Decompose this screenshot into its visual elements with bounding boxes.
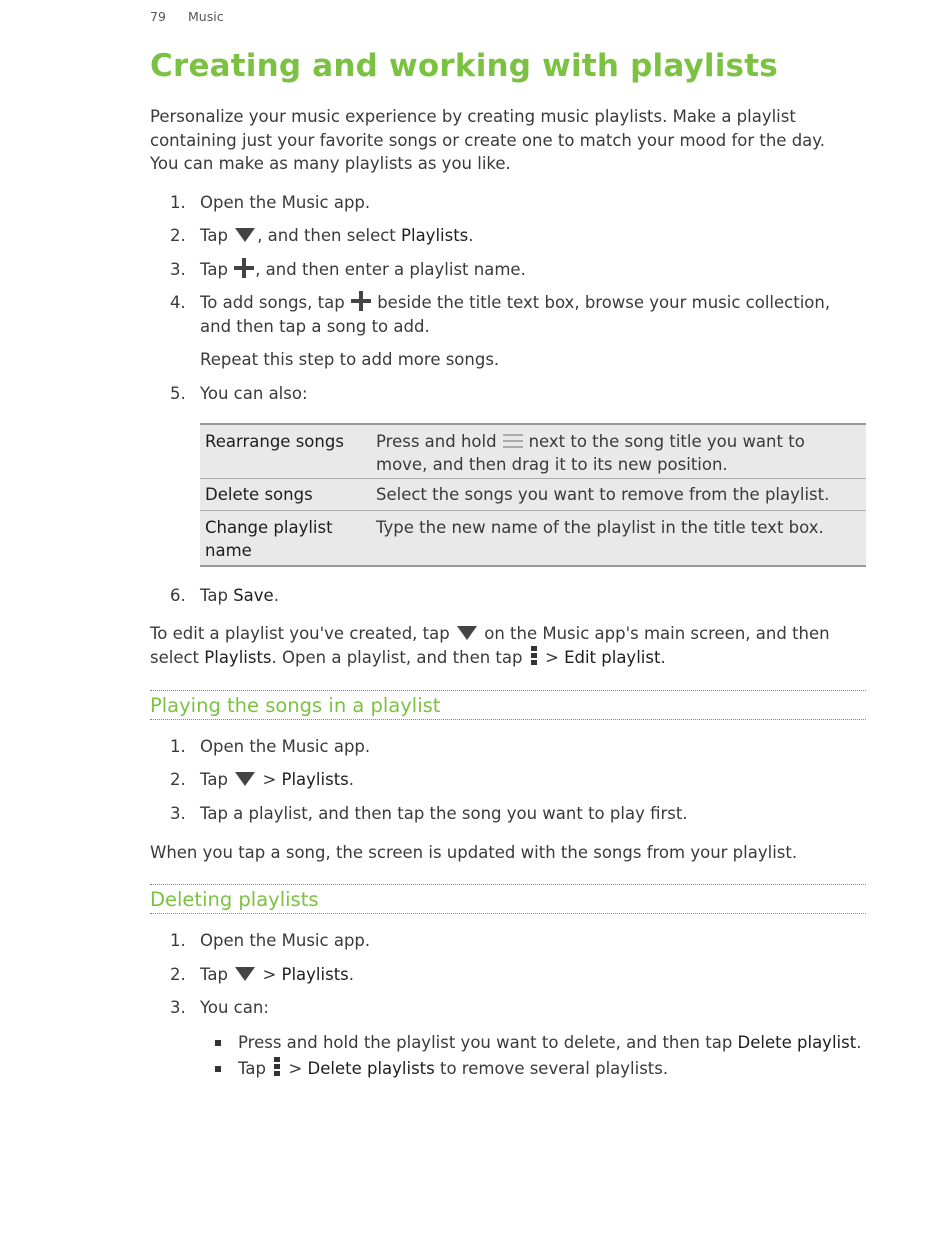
- intro-line-2: containing just your favorite songs or create one to match your mood for the day.: [150, 130, 825, 150]
- section-divider: [150, 690, 866, 691]
- step-text: Tap Save.: [200, 586, 279, 605]
- section-heading-deleting: Deleting playlists: [150, 888, 319, 911]
- step-number: 2.: [170, 770, 186, 789]
- step-text: Tap > Playlists.: [200, 770, 355, 789]
- step-text-continued: and then tap a song to add.: [200, 317, 430, 336]
- step-number: 3.: [170, 804, 186, 823]
- step-number: 2.: [170, 226, 186, 245]
- page-title: Creating and working with playlists: [150, 48, 778, 84]
- triangle-down-icon: [235, 228, 255, 242]
- drag-handle-icon: [503, 434, 523, 448]
- section-divider: [150, 719, 866, 720]
- plus-icon: [234, 258, 254, 278]
- ui-label-delete-playlists: Delete playlists: [307, 1059, 435, 1078]
- step-text: You can also:: [200, 384, 308, 403]
- step-number: 6.: [170, 586, 186, 605]
- bullet-marker: [215, 1040, 221, 1046]
- option-label-continued: name: [205, 541, 252, 560]
- option-description-continued: move, and then drag it to its new position.: [376, 455, 728, 474]
- plus-icon: [351, 291, 371, 311]
- step-number: 3.: [170, 260, 186, 279]
- option-label: Change playlist: [205, 518, 333, 537]
- step-number: 3.: [170, 998, 186, 1017]
- option-label: Delete songs: [205, 485, 313, 504]
- edit-note-line-1: To edit a playlist you've created, tap on the Music app's main screen, and then: [150, 624, 830, 643]
- step-text: Tap , and then enter a playlist name.: [200, 258, 526, 282]
- intro-paragraph: [150, 105, 825, 176]
- ui-label-playlists: Playlists: [281, 965, 349, 984]
- bullet-text: Tap > Delete playlists to remove several playlists.: [238, 1057, 668, 1081]
- step-number: 1.: [170, 931, 186, 950]
- kebab-menu-icon: [274, 1057, 280, 1077]
- step-number: 2.: [170, 965, 186, 984]
- step-number: 4.: [170, 293, 186, 312]
- triangle-down-icon: [457, 626, 477, 640]
- step-number: 5.: [170, 384, 186, 403]
- running-section-title: Music: [188, 9, 224, 24]
- ui-label-delete-playlist: Delete playlist: [737, 1033, 857, 1052]
- playing-note: When you tap a song, the screen is updated with the songs from your playlist.: [150, 843, 798, 862]
- ui-label-save: Save: [233, 586, 274, 605]
- options-table: [200, 423, 866, 567]
- step-number: 1.: [170, 193, 186, 212]
- option-description: Press and hold next to the song title you want to: [376, 432, 805, 451]
- edit-note-line-2: select Playlists. Open a playlist, and then tap > Edit playlist.: [150, 646, 666, 670]
- section-divider: [150, 913, 866, 914]
- ui-label-playlists: Playlists: [204, 648, 272, 667]
- section-heading-playing: Playing the songs in a playlist: [150, 694, 441, 717]
- table-row: [200, 425, 866, 479]
- intro-line-3: You can make as many playlists as you like.: [150, 154, 511, 173]
- page-number: 79: [150, 9, 166, 24]
- table-row: [200, 511, 866, 565]
- section-divider: [150, 884, 866, 885]
- triangle-down-icon: [235, 772, 255, 786]
- table-row: [200, 479, 866, 511]
- intro-line-1: Personalize your music experience by creating music playlists. Make a playlist: [150, 107, 796, 126]
- step-text: Tap > Playlists.: [200, 965, 355, 984]
- kebab-menu-icon: [531, 646, 537, 666]
- step-text: Open the Music app.: [200, 931, 371, 950]
- step-note: Repeat this step to add more songs.: [200, 350, 500, 369]
- step-text: Open the Music app.: [200, 193, 371, 212]
- step-text: You can:: [200, 998, 269, 1017]
- step-text: Tap a playlist, and then tap the song you want to play first.: [200, 804, 688, 823]
- option-description: Select the songs you want to remove from the playlist.: [376, 485, 830, 504]
- step-text: Tap , and then select Playlists.: [200, 226, 474, 245]
- ui-label-playlists: Playlists: [401, 226, 469, 245]
- bullet-marker: [215, 1066, 221, 1072]
- option-description: Type the new name of the playlist in the title text box.: [376, 518, 824, 537]
- step-number: 1.: [170, 737, 186, 756]
- bullet-text: Press and hold the playlist you want to delete, and then tap Delete playlist.: [238, 1033, 862, 1052]
- ui-label-edit-playlist: Edit playlist: [564, 648, 661, 667]
- ui-label-playlists: Playlists: [281, 770, 349, 789]
- option-label: Rearrange songs: [205, 432, 344, 451]
- triangle-down-icon: [235, 967, 255, 981]
- step-text: To add songs, tap beside the title text box, browse your music collection,: [200, 291, 830, 315]
- step-text: Open the Music app.: [200, 737, 371, 756]
